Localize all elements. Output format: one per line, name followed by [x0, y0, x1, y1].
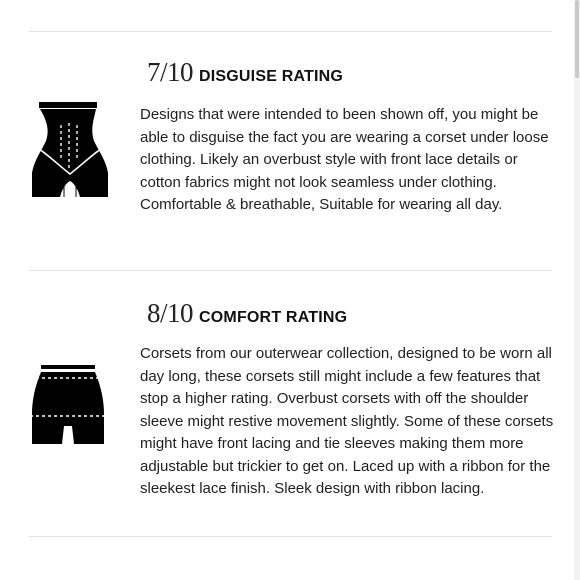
disguise-rating-description: Designs that were intended to been shown off, you might be able to disguise the fact you are wearing a corset under loose clothing. Likely an overbust style with front lace details or cotton fabrics might not look seamless under clothing. Comfortable & breathable, Suitable for wearing all day.	[140, 106, 549, 213]
comfort-rating-description: Corsets from our outerwear collection, designed to be worn all day long, these corsets still might include a few features that stop a higher rating. Overbust corsets with off the shoulder sleeve might restive movement slightly. Some of these corsets might have front lacing and tie sleeves making them more adjustable but trickier to get on. Laced up with a ribbon for the sleekest lace finish. Sleek design with ribbon lacing.	[140, 345, 554, 497]
disguise-rating-heading	[147, 57, 343, 88]
divider-middle	[29, 270, 552, 271]
comfort-rating-label: COMFORT RATING	[199, 309, 348, 326]
divider-top	[29, 31, 552, 32]
scrollbar-thumb[interactable]	[575, 0, 579, 78]
divider-bottom	[29, 536, 552, 537]
scrollbar-track[interactable]	[574, 0, 580, 580]
comfort-rating-score: 8/10	[147, 298, 194, 328]
disguise-rating-score: 7/10	[147, 57, 194, 87]
corset-shorts-icon	[28, 364, 108, 453]
comfort-rating-heading	[147, 298, 347, 329]
disguise-rating-label: DISGUISE RATING	[199, 68, 344, 85]
corset-bodysuit-icon	[28, 101, 112, 204]
